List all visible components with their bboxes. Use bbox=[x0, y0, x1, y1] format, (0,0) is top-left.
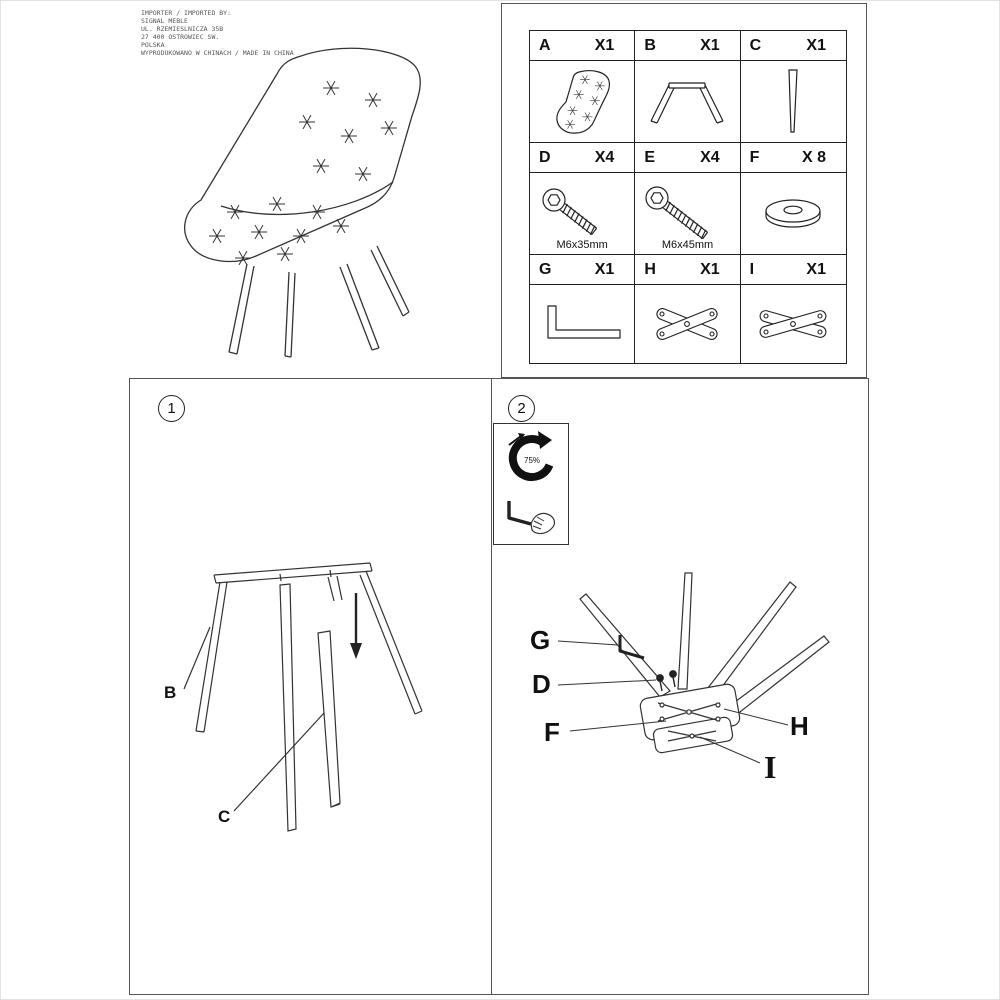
importer-line: WYPRODUKOWANO W CHINACH / MADE IN CHINA bbox=[141, 49, 294, 57]
step2-panel bbox=[491, 378, 869, 995]
bolt-long-icon bbox=[639, 184, 735, 244]
tufting-stars bbox=[209, 81, 397, 265]
bracket-x-icon bbox=[645, 300, 729, 348]
part-letter: A bbox=[539, 36, 551, 54]
importer-line: 27 400 OSTROWIEC SW. bbox=[141, 33, 220, 41]
part-letter: E bbox=[644, 148, 655, 166]
part-icon-cell-i bbox=[741, 285, 846, 363]
washer-icon bbox=[751, 191, 835, 237]
tighten-info-box bbox=[493, 423, 569, 545]
part-header-g bbox=[530, 255, 635, 285]
parts-table bbox=[529, 30, 847, 364]
step-number-text: 2 bbox=[517, 400, 526, 417]
importer-line: UL. RZEMIESLNICZA 35B bbox=[141, 25, 224, 33]
label-part-f: F bbox=[544, 717, 560, 747]
part-header-a bbox=[530, 31, 635, 61]
part-header-b bbox=[635, 31, 740, 61]
part-letter: C bbox=[749, 36, 762, 54]
part-icon-cell-c bbox=[741, 61, 846, 143]
part-header-f bbox=[741, 143, 846, 173]
importer-line: POLSKA bbox=[141, 41, 165, 49]
part-qty: X1 bbox=[594, 36, 615, 54]
bolt-size-label: M6x45mm bbox=[661, 239, 714, 251]
rotation-percent: 75% bbox=[524, 456, 541, 465]
part-qty: X1 bbox=[594, 260, 615, 278]
label-part-h: H bbox=[790, 711, 809, 741]
part-letter: I bbox=[749, 260, 755, 278]
part-header-h bbox=[635, 255, 740, 285]
rotation-icon bbox=[502, 429, 560, 487]
step-number-text: 1 bbox=[167, 400, 176, 417]
part-letter: B bbox=[644, 36, 656, 54]
part-header-i bbox=[741, 255, 846, 285]
label-part-d: D bbox=[532, 669, 551, 699]
part-header-c bbox=[741, 31, 846, 61]
step1-diagram bbox=[130, 379, 491, 994]
bolt-size-label: M6x35mm bbox=[556, 239, 608, 251]
part-letter: D bbox=[539, 148, 551, 166]
part-qty: X1 bbox=[700, 260, 720, 278]
part-letter: H bbox=[644, 260, 656, 278]
bracket-x-icon bbox=[751, 300, 835, 348]
chair-illustration bbox=[151, 26, 491, 371]
label-part-g: G bbox=[530, 625, 551, 655]
part-qty: X 8 bbox=[801, 148, 826, 166]
part-qty: X1 bbox=[806, 260, 826, 278]
frame-icon bbox=[641, 73, 733, 131]
part-letter: F bbox=[749, 148, 760, 166]
down-arrow bbox=[350, 593, 362, 659]
importer-line: SIGNAL MEBLE bbox=[141, 17, 188, 25]
label-part-b: B bbox=[164, 683, 177, 702]
importer-line: IMPORTER / IMPORTED BY: bbox=[141, 9, 232, 17]
part-icon-cell-d bbox=[530, 173, 635, 255]
part-qty: X4 bbox=[594, 148, 615, 166]
part-icon-cell-e bbox=[635, 173, 740, 255]
part-qty: X4 bbox=[700, 148, 720, 166]
leg-icon bbox=[780, 66, 806, 138]
parts-box bbox=[501, 3, 867, 378]
part-header-d bbox=[530, 143, 635, 173]
seat-icon bbox=[549, 66, 615, 138]
bolt-short-icon bbox=[534, 184, 630, 244]
part-icon-cell-f bbox=[741, 173, 846, 255]
part-icon-cell-h bbox=[635, 285, 740, 363]
step1-panel bbox=[129, 378, 492, 995]
part-icon-cell-a bbox=[530, 61, 635, 143]
label-part-c: C bbox=[218, 807, 231, 826]
step2-number bbox=[508, 395, 535, 422]
part-icon-cell-b bbox=[635, 61, 740, 143]
step1-number bbox=[158, 395, 185, 422]
hand-tool-icon bbox=[501, 494, 561, 540]
label-part-i: I bbox=[764, 749, 777, 785]
part-qty: X1 bbox=[806, 36, 826, 54]
allen-key-icon bbox=[534, 299, 630, 349]
part-icon-cell-g bbox=[530, 285, 635, 363]
part-letter: G bbox=[539, 260, 552, 278]
part-qty: X1 bbox=[700, 36, 720, 54]
part-header-e bbox=[635, 143, 740, 173]
